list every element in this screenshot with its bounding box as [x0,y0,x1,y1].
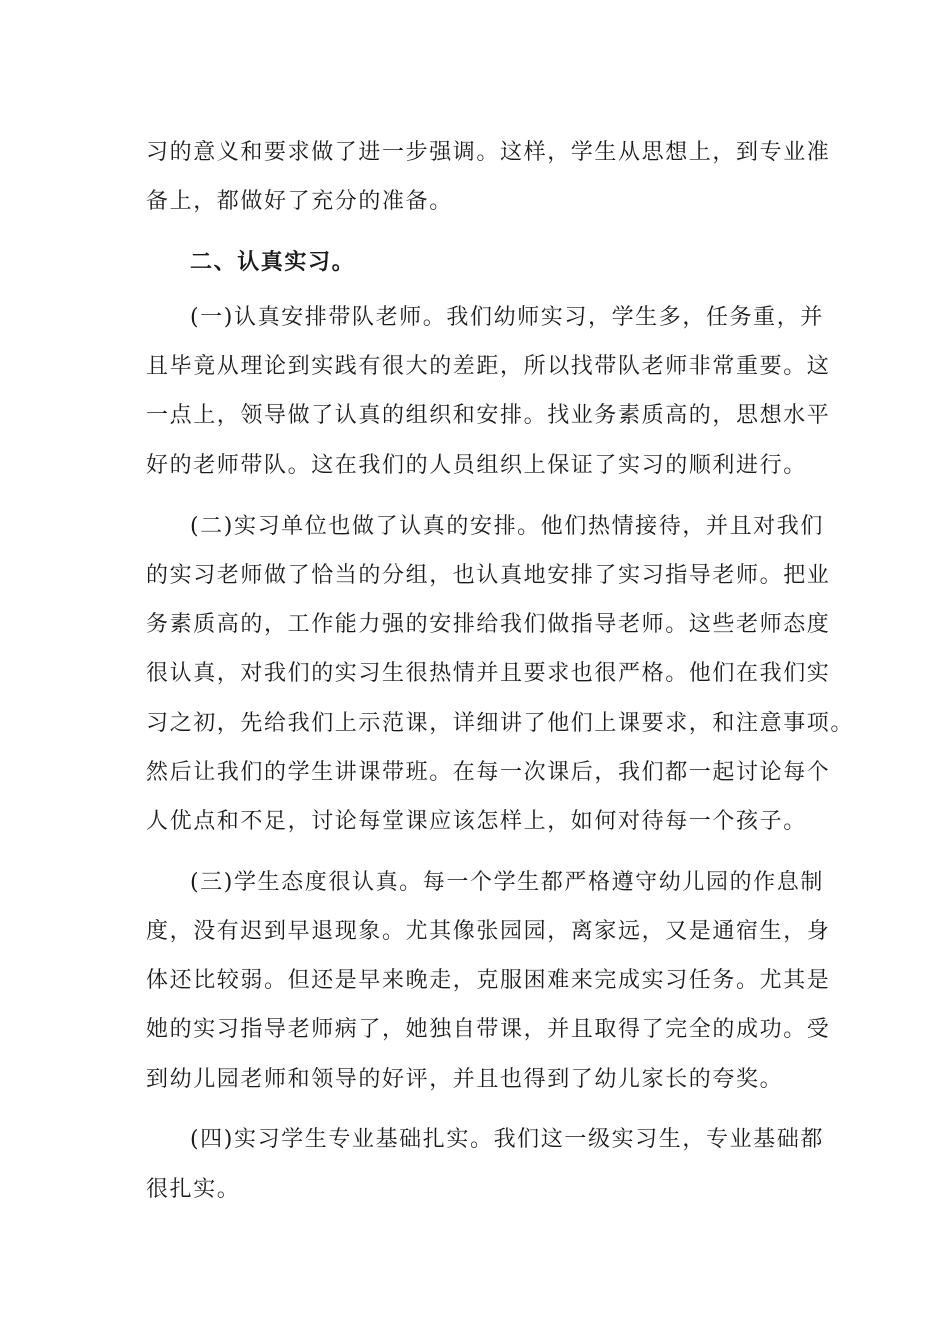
paragraph-2-line-2: 的实习老师做了恰当的分组，也认真地安排了实习指导老师。把业 [146,563,831,588]
paragraph-2-line-1: (二)实习单位也做了认真的安排。他们热情接待，并且对我们 [190,514,824,539]
paragraph-3-line-2: 度，没有迟到早退现象。尤其像张园园，离家远，又是通宿生，身 [146,919,831,944]
paragraph-3-line-5: 到幼儿园老师和领导的好评，并且也得到了幼儿家长的夸奖。 [146,1067,784,1092]
paragraph-2-line-5: 习之初，先给我们上示范课，详细讲了他们上课要求，和注意事项。 [146,711,855,736]
paragraph-0-line-1: 习的意义和要求做了进一步强调。这样，学生从思想上，到专业准 [146,140,831,165]
paragraph-1-line-4: 好的老师带队。这在我们的人员组织上保证了实习的顺利进行。 [146,453,807,478]
paragraph-3-line-1: (三)学生态度很认真。每一个学生都严格遵守幼儿园的作息制 [190,870,824,895]
paragraph-3-line-3: 体还比较弱。但还是早来晚走，克服困难来完成实习任务。尤其是 [146,968,831,993]
paragraph-2-line-6: 然后让我们的学生讲课带班。在每一次课后，我们都一起讨论每个 [146,760,831,785]
paragraph-4-line-1: (四)实习学生专业基础扎实。我们这一级实习生，专业基础都 [190,1127,824,1152]
paragraph-2-line-3: 务素质高的，工作能力强的安排给我们做指导老师。这些老师态度 [146,612,831,637]
paragraph-1-line-2: 且毕竟从理论到实践有很大的差距，所以找带队老师非常重要。这 [146,354,831,379]
paragraph-4-line-2: 很扎实。 [146,1177,241,1202]
paragraph-2-line-4: 很认真，对我们的实习生很热情并且要求也很严格。他们在我们实 [146,661,831,686]
paragraph-2-line-7: 人优点和不足，讨论每堂课应该怎样上，如何对待每一个孩子。 [146,809,807,834]
paragraph-0-line-2: 备上，都做好了充分的准备。 [146,189,453,214]
section-heading: 二、认真实习。 [190,249,356,275]
paragraph-1-line-3: 一点上，领导做了认真的组织和安排。找业务素质高的，思想水平 [146,403,831,428]
paragraph-3-line-4: 她的实习指导老师病了，她独自带课，并且取得了完全的成功。受 [146,1017,831,1042]
paragraph-1-line-1: (一)认真安排带队老师。我们幼师实习，学生多，任务重，并 [190,305,824,330]
